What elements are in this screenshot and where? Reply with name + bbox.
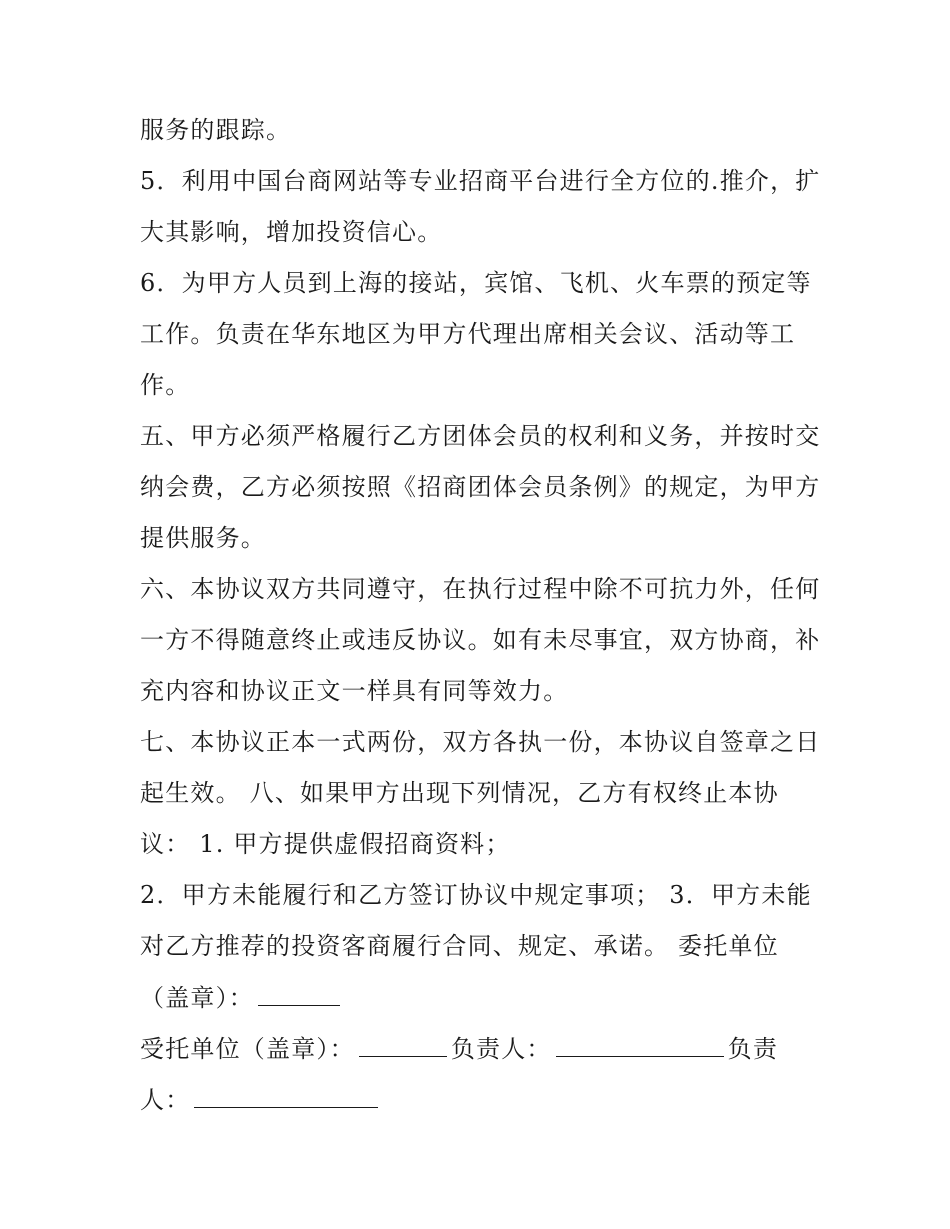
- trustee-line: [140, 1032, 778, 1065]
- responsible-label-1: 负责人：: [450, 1035, 552, 1063]
- text-line: 一方不得随意终止或违反协议。如有未尽事宜，双方协商，补: [140, 626, 821, 654]
- text-line: 对乙方推荐的投资客商履行合同、规定、承诺。 委托单位: [140, 932, 779, 960]
- text-line: 起生效。 八、如果甲方出现下列情况，乙方有权终止本协: [140, 779, 779, 807]
- text-line: 议： 1. 甲方提供虚假招商资料；: [140, 830, 511, 858]
- responsible-label-2-part2: 人：: [140, 1086, 191, 1114]
- entrusting-seal-line: [140, 981, 344, 1014]
- responsible-label-2-part1: 负责: [727, 1035, 779, 1063]
- entrusting-seal-label: （盖章）：: [140, 984, 254, 1012]
- responsible-1-blank: [556, 1032, 724, 1057]
- text-line: 大其影响，增加投资信心。: [140, 218, 443, 246]
- text-line: 工作。负责在华东地区为甲方代理出席相关会议、活动等工: [140, 320, 796, 348]
- entrusting-seal-blank: [258, 981, 340, 1006]
- text-line: 作。: [140, 371, 191, 399]
- text-line: 5．利用中国台商网站等专业招商平台进行全方位的.推介，扩: [140, 167, 821, 195]
- text-line: 2．甲方未能履行和乙方签订协议中规定事项； 3．甲方未能: [140, 881, 812, 909]
- text-line: 6．为甲方人员到上海的接站，宾馆、飞机、火车票的预定等: [140, 269, 812, 297]
- responsible-line: [140, 1083, 382, 1116]
- text-line: 纳会费，乙方必须按照《招商团体会员条例》的规定，为甲方: [140, 473, 821, 501]
- text-line: 七、本协议正本一式两份，双方各执一份，本协议自签章之日: [140, 728, 821, 756]
- trustee-seal-blank: [359, 1032, 447, 1057]
- trustee-unit-label: 受托单位（盖章）：: [140, 1035, 355, 1063]
- responsible-2-blank: [194, 1083, 378, 1108]
- text-line: 提供服务。: [140, 524, 266, 552]
- text-line: 五、甲方必须严格履行乙方团体会员的权利和义务，并按时交: [140, 422, 821, 450]
- text-line: 六、本协议双方共同遵守，在执行过程中除不可抗力外，任何: [140, 575, 821, 603]
- text-line: 服务的跟踪。: [140, 116, 292, 144]
- text-line: 充内容和协议正文一样具有同等效力。: [140, 677, 569, 705]
